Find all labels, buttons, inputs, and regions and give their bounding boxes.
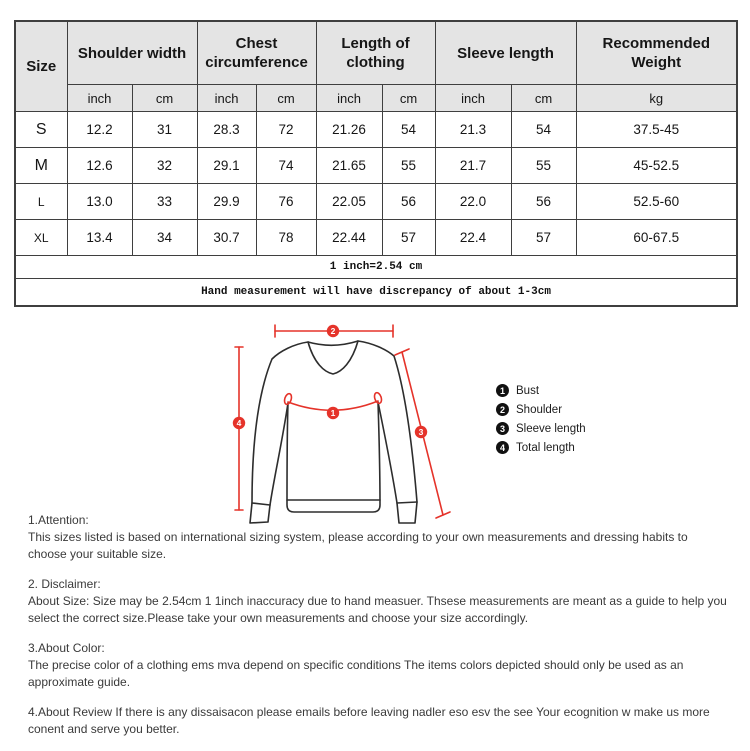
marker-total-length: [233, 417, 245, 429]
unit-cell: cm: [511, 85, 576, 112]
header-cell-chest: Chest circumference: [197, 21, 316, 85]
note-cell-measurement-discrepancy: Hand measurement will have discrepancy of about 1-3cm: [15, 279, 737, 307]
unit-cell: cm: [132, 85, 197, 112]
data-cell: 45-52.5: [576, 148, 737, 184]
table-note-row: [15, 256, 737, 279]
data-cell: 21.3: [435, 112, 511, 148]
data-cell: 33: [132, 184, 197, 220]
unit-cell: kg: [576, 85, 737, 112]
legend-item-shoulder: [496, 400, 586, 419]
sweater-measurement-diagram: [228, 313, 468, 533]
data-cell: 29.9: [197, 184, 256, 220]
data-cell: 31: [132, 112, 197, 148]
header-cell-shoulder: Shoulder width: [67, 21, 197, 85]
legend-number-badge: 4: [496, 441, 509, 454]
section-body: 4.About Review If there is any dissaisacon please emails before leaving nadler eso esv the see Your ecognition w make us more conent and serve you better.: [28, 705, 710, 736]
table-row: [15, 184, 737, 220]
data-cell: 22.4: [435, 220, 511, 256]
data-cell: 13.4: [67, 220, 132, 256]
legend-label: Sleeve length: [516, 422, 586, 435]
data-cell: 60-67.5: [576, 220, 737, 256]
section-body: This sizes listed is based on international sizing system, please according to your own measurements and dressing habits to choose your suitable size.: [28, 530, 688, 561]
unit-cell: cm: [256, 85, 316, 112]
data-cell: 30.7: [197, 220, 256, 256]
data-cell: 28.3: [197, 112, 256, 148]
data-cell: 21.7: [435, 148, 511, 184]
size-cell: S: [15, 112, 67, 148]
data-cell: 32: [132, 148, 197, 184]
legend-number-badge: 1: [496, 384, 509, 397]
data-cell: 12.2: [67, 112, 132, 148]
data-cell: 29.1: [197, 148, 256, 184]
data-cell: 55: [382, 148, 435, 184]
section-body: The precise color of a clothing ems mva depend on specific conditions The items colors depicted should only be used as an approximate guide.: [28, 658, 684, 689]
header-cell-sleeve: Sleeve length: [435, 21, 576, 85]
legend-number-badge: 2: [496, 403, 509, 416]
header-cell-length: Length of clothing: [316, 21, 435, 85]
sweater-outline: [250, 341, 417, 523]
header-cell-weight: Recommended Weight: [576, 21, 737, 85]
data-cell: 12.6: [67, 148, 132, 184]
marker-sleeve: [415, 426, 427, 438]
data-cell: 13.0: [67, 184, 132, 220]
unit-cell: cm: [382, 85, 435, 112]
data-cell: 56: [511, 184, 576, 220]
data-cell: 78: [256, 220, 316, 256]
data-cell: 55: [511, 148, 576, 184]
table-row: [15, 148, 737, 184]
legend-item-sleeve-length: [496, 419, 586, 438]
measurement-legend: [496, 381, 586, 457]
size-chart-table: [14, 20, 738, 307]
section-heading: 3.About Color:: [28, 641, 105, 655]
legend-label: Shoulder: [516, 403, 563, 416]
note-cell-inch-conversion: 1 inch=2.54 cm: [15, 256, 737, 279]
table-row: [15, 220, 737, 256]
legend-label: Bust: [516, 384, 540, 397]
legend-item-total-length: [496, 438, 586, 457]
data-cell: 57: [511, 220, 576, 256]
unit-cell: inch: [316, 85, 382, 112]
legend-number-badge: 3: [496, 422, 509, 435]
data-cell: 22.0: [435, 184, 511, 220]
marker-bust: [327, 407, 339, 419]
section-about-color: [28, 640, 728, 691]
section-heading: 1.Attention:: [28, 513, 89, 527]
svg-text:1: 1: [330, 408, 336, 418]
data-cell: 54: [382, 112, 435, 148]
data-cell: 34: [132, 220, 197, 256]
svg-text:3: 3: [418, 427, 424, 437]
data-cell: 74: [256, 148, 316, 184]
section-body: About Size: Size may be 2.54cm 1 1inch inaccuracy due to hand measuer. Thsese measurements are meant as a guide to help you select the correct size.Please take your own measurements and choose your size accordingly.: [28, 594, 727, 625]
table-note-row: [15, 279, 737, 307]
info-sections: [28, 512, 728, 751]
size-cell: XL: [15, 220, 67, 256]
svg-text:4: 4: [236, 418, 242, 428]
size-cell: M: [15, 148, 67, 184]
data-cell: 52.5-60: [576, 184, 737, 220]
legend-item-bust: [496, 381, 586, 400]
data-cell: 21.26: [316, 112, 382, 148]
table-header-row: [15, 21, 737, 85]
legend-label: Total length: [516, 441, 575, 454]
data-cell: 21.65: [316, 148, 382, 184]
unit-cell: inch: [67, 85, 132, 112]
data-cell: 37.5-45: [576, 112, 737, 148]
data-cell: 22.44: [316, 220, 382, 256]
section-disclaimer: [28, 576, 728, 627]
data-cell: 76: [256, 184, 316, 220]
section-heading: 2. Disclaimer:: [28, 577, 101, 591]
section-attention: [28, 512, 728, 563]
unit-cell: inch: [435, 85, 511, 112]
size-cell: L: [15, 184, 67, 220]
data-cell: 54: [511, 112, 576, 148]
data-cell: 57: [382, 220, 435, 256]
table-row: [15, 112, 737, 148]
data-cell: 22.05: [316, 184, 382, 220]
header-cell-size: Size: [15, 21, 67, 112]
table-units-row: [15, 85, 737, 112]
svg-text:2: 2: [330, 326, 336, 336]
marker-shoulder: [327, 325, 339, 337]
unit-cell: inch: [197, 85, 256, 112]
data-cell: 72: [256, 112, 316, 148]
data-cell: 56: [382, 184, 435, 220]
section-about-review: [28, 704, 728, 738]
